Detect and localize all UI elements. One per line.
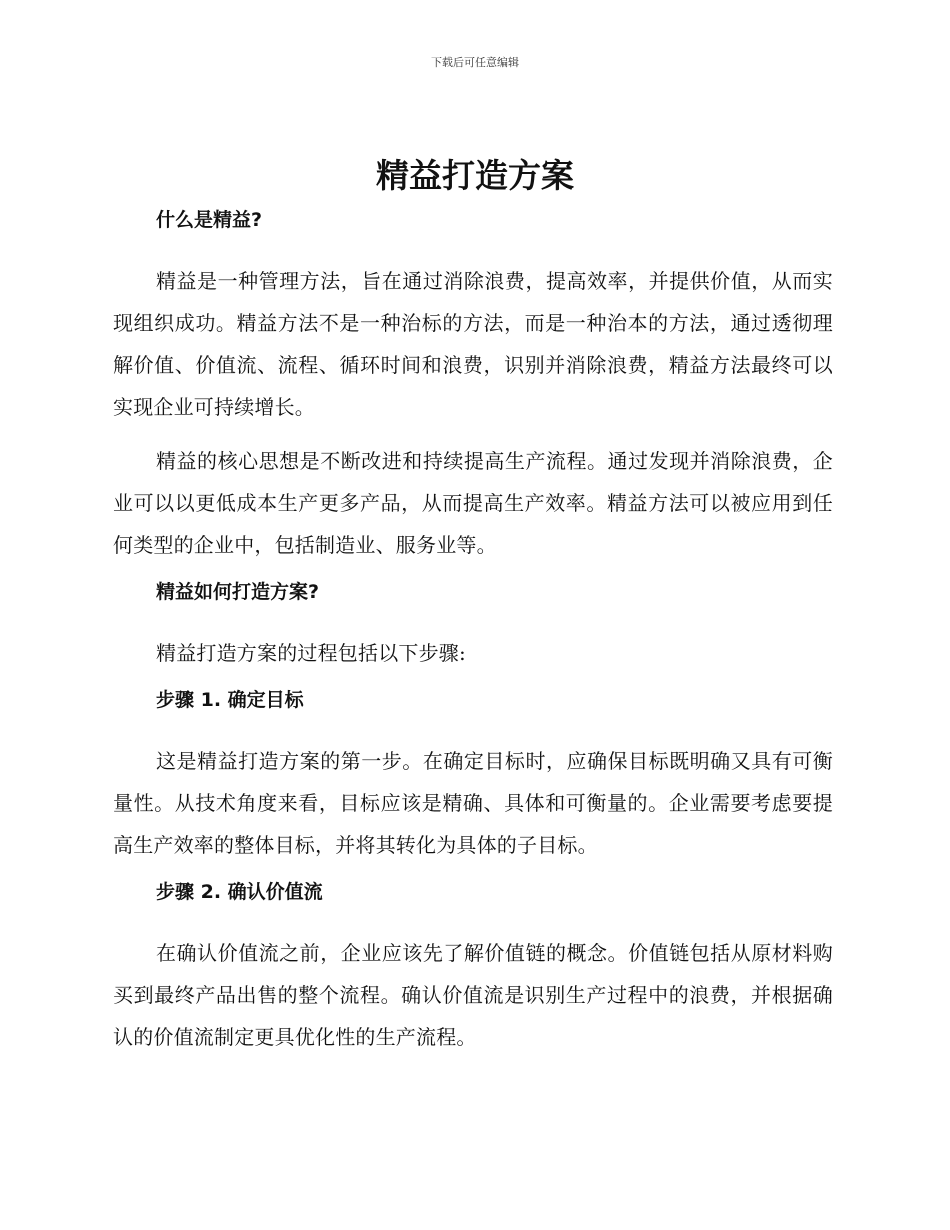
section-heading-step-2: 步骤 2. 确认价值流 [156,881,323,903]
paragraph-lean-core-idea: 精益的核心思想是不断改进和持续提高生产流程。通过发现并消除浪费，企业可以以更低成本生产更多产品，从而提高生产效率。精益方法可以被应用到任何类型的企业中，包括制造业、服务业等。 [113,449,833,557]
paragraph-step-1: 这是精益打造方案的第一步。在确定目标时，应确保目标既明确又具有可衡量性。从技术角度来看，目标应该是精确、具体和可衡量的。企业需要考虑要提高生产效率的整体目标，并将其转化为具体的子目标。 [113,749,833,857]
paragraph-step-2: 在确认价值流之前，企业应该先了解价值链的概念。价值链包括从原材料购买到最终产品出售的整个流程。确认价值流是识别生产过程中的浪费，并根据确认的价值流制定更具优化性的生产流程。 [113,941,833,1049]
section-heading-how-to-build-plan: 精益如何打造方案? [156,581,320,603]
document-body [113,206,833,1058]
paragraph-steps-intro: 精益打造方案的过程包括以下步骤: [156,641,466,665]
page-title: 精益打造方案 [376,156,574,195]
header-note: 下载后可任意编辑 [431,56,519,69]
section-heading-step-1: 步骤 1. 确定目标 [156,689,304,711]
paragraph-lean-definition: 精益是一种管理方法，旨在通过消除浪费，提高效率，并提供价值，从而实现组织成功。精益方法不是一种治标的方法，而是一种治本的方法，通过透彻理解价值、价值流、流程、循环时间和浪费，识别并消除浪费，精益方法最终可以实现企业可持续增长。 [113,269,833,419]
section-heading-what-is-lean: 什么是精益? [156,209,263,231]
